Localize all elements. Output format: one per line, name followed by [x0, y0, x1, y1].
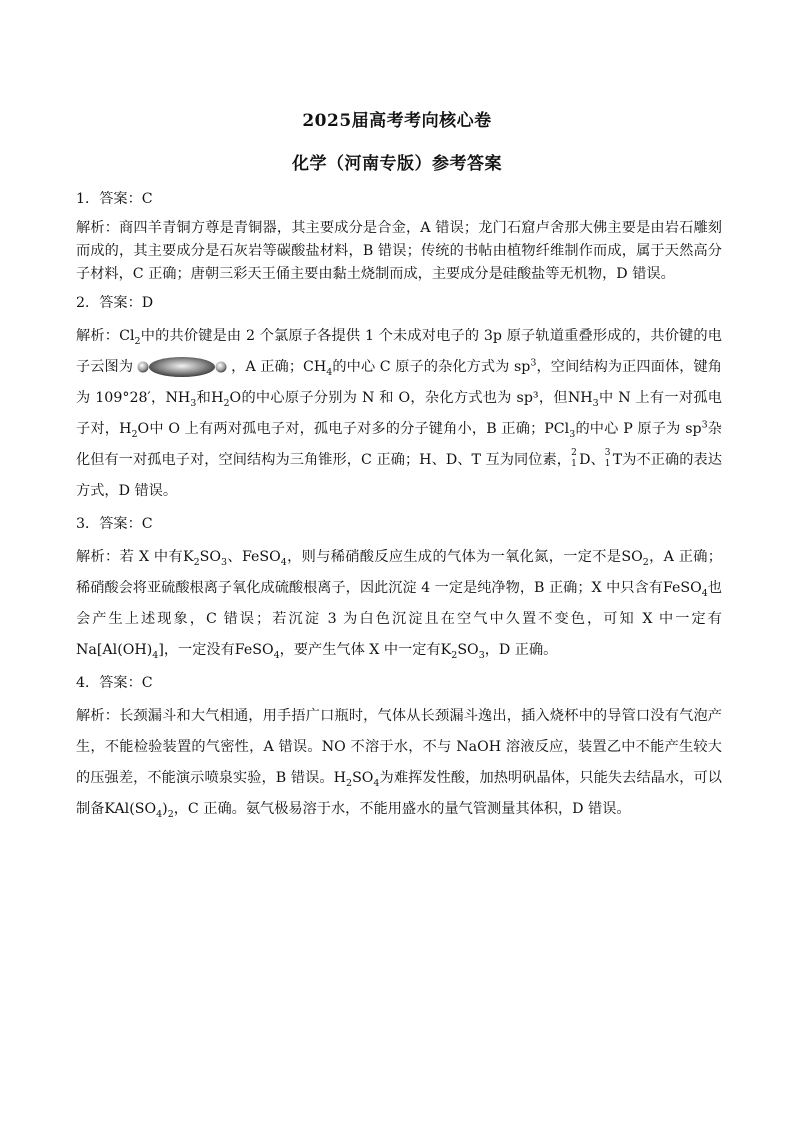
isotope-notation-d: 2 1: [571, 448, 577, 469]
q3-answer: 3．答案：C: [76, 516, 153, 532]
isotope-notation-t: 3 1: [604, 448, 611, 469]
q3-explanation: 解析：若 X 中有$K_2SO_3$、FeSO$_4$，则与稀硝酸反应生成的气体为一氧化氮，一定不是$SO_2$，A 正确；稀硝酸会将亚硫酸根离子氧化成硫酸根离子，因此沉淀 4 一定是纯净物，B 正确；X 中只含有FeSO$_4$也会产生上述现象，C 错误；若沉淀 3 为白色沉淀且在空气中久置不变色，可知 X 中一定有 $Na[Al(OH)_4]$，一定没有FeSO$_4$，要产生气体 X 中一定有$K_2SO_3$，D 正确。: [76, 549, 722, 661]
answer-content: [76, 184, 722, 831]
q2-answer: 2．答案：D: [76, 295, 154, 311]
page-title: 2025届高考考向核心卷: [302, 111, 492, 131]
q2-explanation: 解析：$Cl_2$中的共价键是由 2 个氯原子各提供 1 个未成对电子的 3p 原子轨道重叠形成的，共价键的电子云图为 ，A 正确；$CH_4$的中心 C 原子的杂化方式为 $sp^3$，空间结构为正四面体，键角为 109°28′，$NH_3$和$H_2O$的中心原子分别为 N 和 O，杂化方式也为 sp³，但$NH_3$中 N 上有一对孤电子对，$H_2O$中 O 上有两对孤电子对，孤电子对多的分子键角小，B 正确；PCl$_3$的中心 P 原子为 $sp^3$杂化但有一对孤电子对，空间结构为三角锥形，C 正确；H、D、T 互为同位素， 2 1 D、 3 1 T为不正确的表达方式，D 错误。: [76, 328, 722, 499]
q4-answer: 4．答案：C: [76, 675, 153, 691]
electron-cloud-image: [136, 355, 228, 379]
q1-answer: 1．答案：C: [76, 191, 153, 207]
page-subtitle: 化学（河南专版）参考答案: [292, 154, 502, 174]
q4-explanation: 解析：长颈漏斗和大气相通，用手捂广口瓶时，气体从长颈漏斗逸出，插入烧杯中的导管口没有气泡产生，不能检验装置的气密性，A 错误。NO 不溶于水，不与 NaOH 溶液反应，装置乙中不能产生较大的压强差，不能演示喷泉实验，B 错误。$H_2SO_4$为难挥发性酸，加热明矾晶体，只能失去结晶水，可以制备$KAl(SO_4)_2$，C 正确。氨气极易溶于水，不能用盛水的量气管测量其体积，D 错误。: [76, 708, 722, 820]
q1-explanation: 解析：商四羊青铜方尊是青铜器，其主要成分是合金，A 错误；龙门石窟卢舍那大佛主要是由岩石雕刻而成的，其主要成分是石灰岩等碳酸盐材料，B 错误；传统的书帖由植物纤维制作而成，属于天然高分子材料，C 正确；唐朝三彩天王俑主要由黏土烧制而成，主要成分是硅酸盐等无机物，D 错误。: [76, 220, 722, 282]
